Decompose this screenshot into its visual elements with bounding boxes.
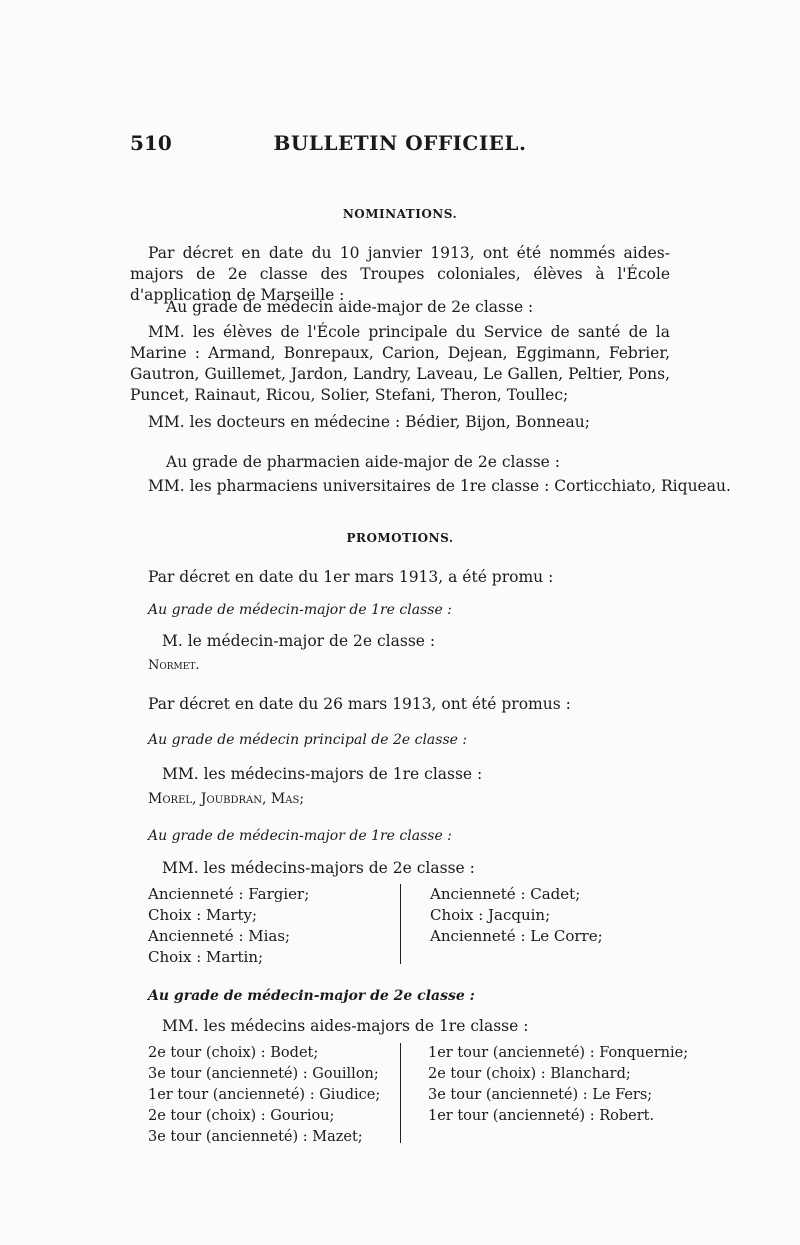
grade-major-1re-heading-b: Au grade de médecin-major de 1re classe : xyxy=(148,828,452,844)
list-item: Choix : Jacquin; xyxy=(430,906,551,924)
list-item: 2e tour (choix) : Blanchard; xyxy=(428,1066,631,1082)
list-item: Ancienneté : Mias; xyxy=(148,927,291,945)
running-title: BULLETIN OFFICIEL. xyxy=(273,131,527,155)
column-divider xyxy=(400,1043,401,1143)
aides-majors-1re-line: MM. les médecins aides-majors de 1re classe : xyxy=(162,1017,529,1035)
list-item: Ancienneté : Fargier; xyxy=(148,885,310,903)
list-item: 3e tour (ancienneté) : Gouillon; xyxy=(148,1066,379,1082)
list-item: 2e tour (choix) : Gouriou; xyxy=(148,1108,335,1124)
major-left-column xyxy=(148,884,309,968)
docteurs-list: MM. les docteurs en médecine : Bédier, Bijon, Bonneau; xyxy=(148,413,590,431)
list-item: 3e tour (ancienneté) : Le Fers; xyxy=(428,1087,653,1103)
decree-1-mars: Par décret en date du 1er mars 1913, a été promu : xyxy=(148,568,554,586)
eleves-list: MM. les élèves de l'École principale du Service de santé de la Marine : Armand, Bonrepaux, Carion, Dejean, Eggimann, Febrier, Gautron, Guillemet, Jardon, Landry, Laveau, Le Gallen, Peltier, Pons, Puncet, Rainaut, Ricou, Solier, Stefani, Theron, Toullec; xyxy=(130,323,670,404)
decree-26-mars: Par décret en date du 26 mars 1913, ont été promus : xyxy=(148,695,571,713)
page-header xyxy=(130,131,670,161)
grade-principal-heading: Au grade de médecin principal de 2e classe : xyxy=(148,732,468,748)
normet-name: Normet. xyxy=(148,658,200,673)
column-divider xyxy=(400,884,401,964)
tour-left-column xyxy=(148,1043,380,1148)
pharmaciens-list: MM. les pharmaciens universitaires de 1re classe : Corticchiato, Riqueau. xyxy=(148,477,731,495)
grade-medecin-aide-major: Au grade de médecin aide-major de 2e classe : xyxy=(166,298,534,316)
medecins-majors-2e-line: MM. les médecins-majors de 2e classe : xyxy=(162,859,475,877)
list-item: 2e tour (choix) : Bodet; xyxy=(148,1045,319,1061)
tour-right-column xyxy=(428,1043,688,1127)
list-item: Choix : Marty; xyxy=(148,906,258,924)
nominations-decree: Par décret en date du 10 janvier 1913, ont été nommés aides-majors de 2e classe des Troupes coloniales, élèves à l'École d'application de Marseille : xyxy=(130,244,670,304)
list-item: Choix : Martin; xyxy=(148,948,264,966)
medecins-majors-1re-line: MM. les médecins-majors de 1re classe : xyxy=(162,765,483,783)
promotions-heading: PROMOTIONS. xyxy=(346,531,454,545)
major-right-column xyxy=(430,884,603,947)
principal-names: Morel, Joubdran, Mas; xyxy=(148,791,305,807)
list-item: 1er tour (ancienneté) : Robert. xyxy=(428,1108,655,1124)
grade-major-2e-heading: Au grade de médecin-major de 2e classe : xyxy=(148,988,475,1004)
medecin-major-2e-line: M. le médecin-major de 2e classe : xyxy=(162,632,436,650)
grade-major-1re-heading-a: Au grade de médecin-major de 1re classe : xyxy=(148,602,452,618)
list-item: 3e tour (ancienneté) : Mazet; xyxy=(148,1129,363,1145)
list-item: Ancienneté : Cadet; xyxy=(430,885,581,903)
list-item: Ancienneté : Le Corre; xyxy=(430,927,603,945)
page-number: 510 xyxy=(130,131,172,155)
nominations-heading: NOMINATIONS. xyxy=(342,207,458,221)
list-item: 1er tour (ancienneté) : Fonquernie; xyxy=(428,1045,689,1061)
list-item: 1er tour (ancienneté) : Giudice; xyxy=(148,1087,381,1103)
grade-pharmacien: Au grade de pharmacien aide-major de 2e classe : xyxy=(166,453,560,471)
